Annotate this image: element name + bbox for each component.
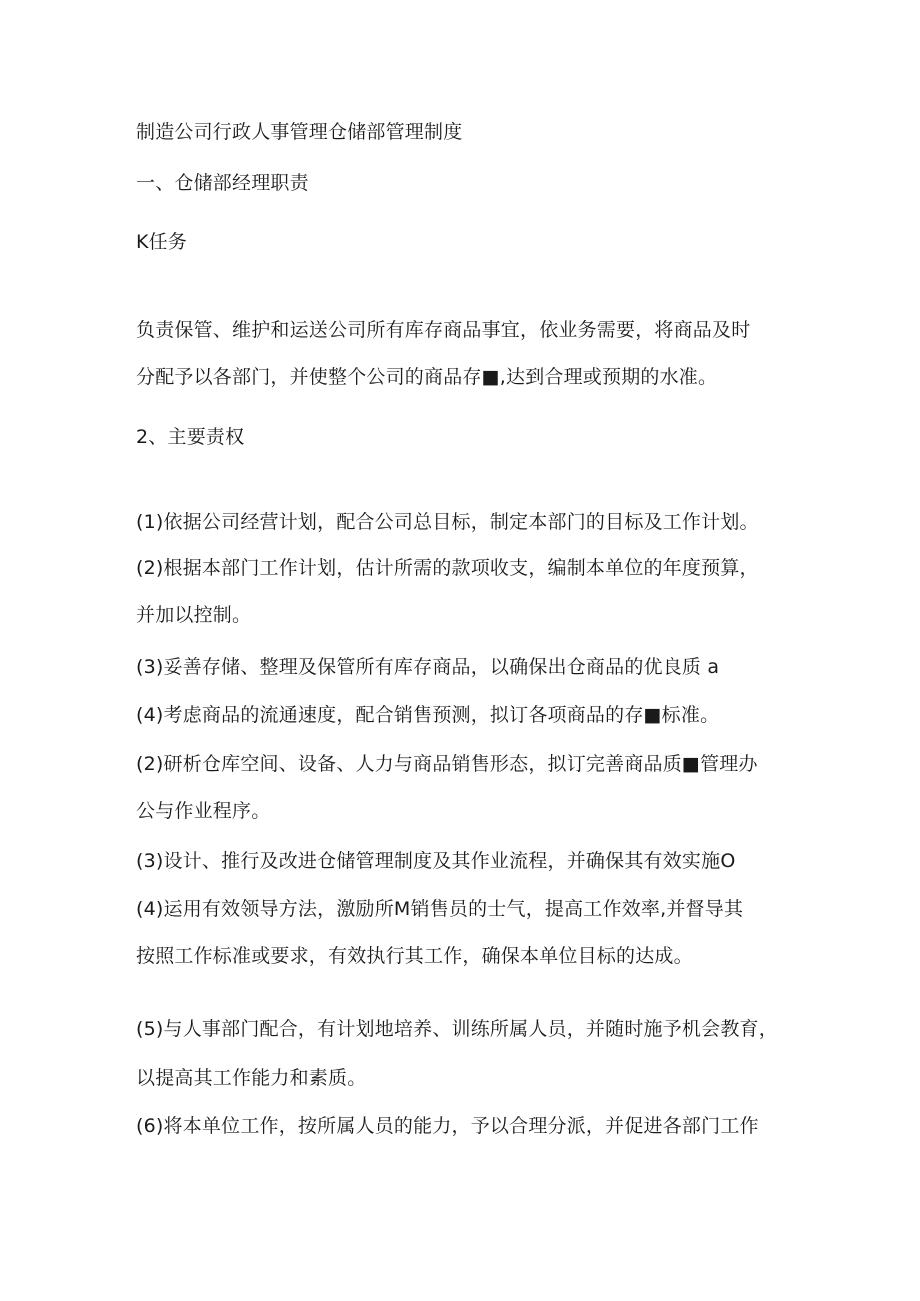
responsibility-item: (4)考虑商品的流通速度，配合销售预测，拟订各项商品的存■标准。 <box>136 704 720 726</box>
responsibility-item: (5)与人事部门配合，有计划地培养、训练所属人员，并随时施予机会教育， <box>136 1018 778 1040</box>
responsibility-item: (3)妥善存储、整理及保管所有库存商品，以确保出仓商品的优良质 a <box>136 656 720 678</box>
responsibility-item: (2)根据本部门工作计划，估计所需的款项收支，编制本单位的年度预算， <box>136 557 759 579</box>
responsibility-item-continued: 并加以控制。 <box>136 604 252 626</box>
responsibility-item: (4)运用有效领导方法，激励所M销售员的士气，提高工作效率,并督导其 <box>136 898 744 920</box>
subsection-heading-responsibilities: 2、主要责权 <box>136 426 245 448</box>
responsibility-item-continued: 按照工作标准或要求，有效执行其工作，确保本单位目标的达成。 <box>136 945 693 967</box>
responsibility-item: (2)研析仓库空间、设备、人力与商品销售形态，拟订完善商品质■管理办 <box>136 753 758 775</box>
task-paragraph-line-2: 分配予以各部门，并使整个公司的商品存■,达到合理或预期的水准。 <box>136 366 718 388</box>
section-heading: 一、仓储部经理职责 <box>136 172 309 194</box>
subsection-heading-task: K任务 <box>136 231 188 253</box>
responsibility-item: (6)将本单位工作，按所属人员的能力，予以合理分派，并促进各部门工作 <box>136 1115 759 1137</box>
task-paragraph-line-1: 负责保管、维护和运送公司所有库存商品事宜，依业务需要，将商品及时 <box>136 319 751 341</box>
responsibility-item-continued: 公与作业程序。 <box>136 800 271 822</box>
responsibility-item: (1)依据公司经营计划，配合公司总目标，制定本部门的目标及工作计划。 <box>136 511 759 533</box>
responsibility-item-continued: 以提高其工作能力和素质。 <box>136 1067 367 1089</box>
responsibility-item: (3)设计、推行及改进仓储管理制度及其作业流程，并确保其有效实施O <box>136 850 736 872</box>
document-title: 制造公司行政人事管理仓储部管理制度 <box>136 121 463 143</box>
